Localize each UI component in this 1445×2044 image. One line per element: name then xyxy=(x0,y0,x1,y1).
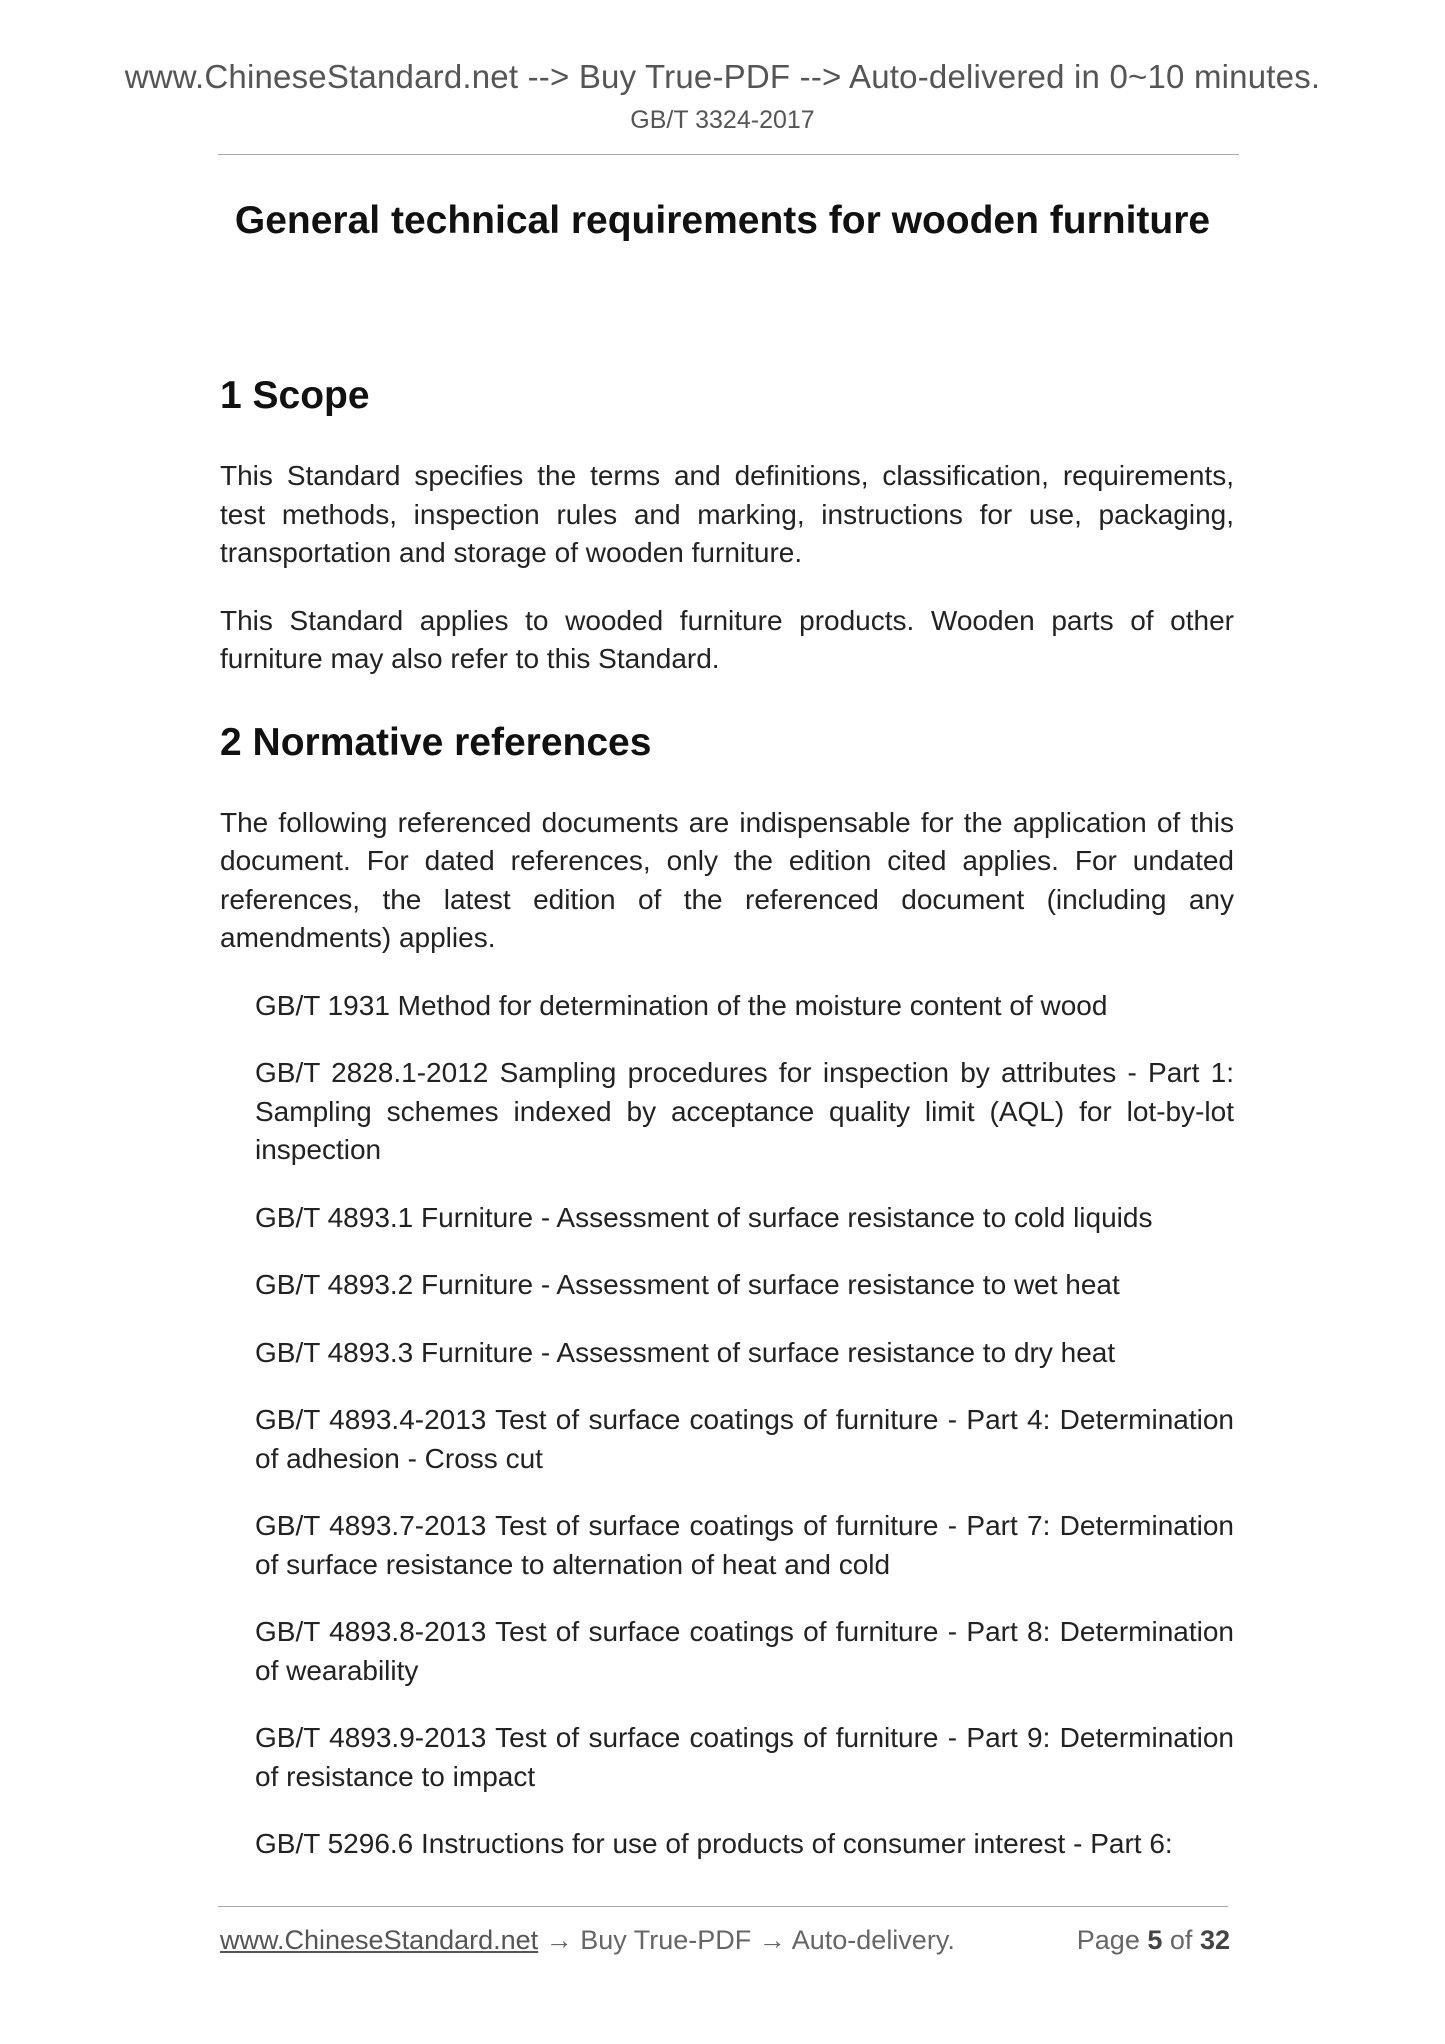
section-heading-normative-references: 2 Normative references xyxy=(220,720,652,764)
footer-site-link[interactable]: www.ChineseStandard.net xyxy=(220,1925,539,1955)
section-heading-scope: 1 Scope xyxy=(220,374,370,417)
header-doc-code: GB/T 3324-2017 xyxy=(630,106,815,134)
reference-item: GB/T 4893.3 Furniture - Assessment of surface resistance to dry heat xyxy=(255,1336,1116,1368)
reference-item: GB/T 2828.1-2012 Sampling procedures for inspection by attributes - Part 1: Sampling schemes indexed by acceptance quality limit (AQL) for lot-by-lot inspection xyxy=(255,1057,1234,1165)
reference-item: GB/T 4893.9-2013 Test of surface coatings of furniture - Part 9: Determination of resistance to impact xyxy=(255,1722,1234,1792)
document-title: General technical requirements for wooden furniture xyxy=(234,199,1211,242)
reference-item: GB/T 5296.6 Instructions for use of products of consumer interest - Part 6: xyxy=(255,1828,1173,1859)
scope-paragraph: This Standard specifies the terms and definitions, classification, requirements, test methods, inspection rules and marking, instructions for use, packaging, transportation and storage of wooden furniture. xyxy=(220,460,1234,568)
page-indicator xyxy=(1077,1925,1230,1956)
header-banner: www.ChineseStandard.net --> Buy True-PDF --> Auto-delivered in 0~10 minutes. xyxy=(124,58,1321,95)
reference-item: GB/T 4893.7-2013 Test of surface coatings of furniture - Part 7: Determination of surface resistance to alternation of heat and cold xyxy=(255,1510,1234,1580)
page-label: Page xyxy=(1076,1925,1140,1955)
footer-divider xyxy=(218,1906,1228,1907)
reference-item: GB/T 4893.2 Furniture - Assessment of surface resistance to wet heat xyxy=(255,1269,1120,1300)
header-divider xyxy=(218,154,1239,155)
references-intro: The following referenced documents are indispensable for the application of this document. For dated references, only the edition cited applies. For undated references, the latest edition of the referenced document (including any amendments) applies. xyxy=(220,806,1234,953)
footer-tagline: → Buy True-PDF → Auto-delivery. xyxy=(538,1925,955,1955)
reference-item: GB/T 4893.1 Furniture - Assessment of surface resistance to cold liquids xyxy=(255,1201,1153,1233)
reference-item: GB/T 4893.8-2013 Test of surface coatings of furniture - Part 8: Determination of wearability xyxy=(255,1616,1234,1686)
reference-item: GB/T 4893.4-2013 Test of surface coatings of furniture - Part 4: Determination of adhesion - Cross cut xyxy=(255,1404,1234,1474)
page-current: 5 xyxy=(1147,1925,1163,1955)
reference-item: GB/T 1931 Method for determination of the moisture content of wood xyxy=(255,989,1108,1021)
page-of: of xyxy=(1169,1925,1193,1955)
footer xyxy=(220,1925,1230,1956)
scope-paragraph: This Standard applies to wooded furniture products. Wooden parts of other furniture may also refer to this Standard. xyxy=(220,604,1234,674)
page-total: 32 xyxy=(1199,1925,1230,1955)
document-body xyxy=(220,372,1234,1864)
